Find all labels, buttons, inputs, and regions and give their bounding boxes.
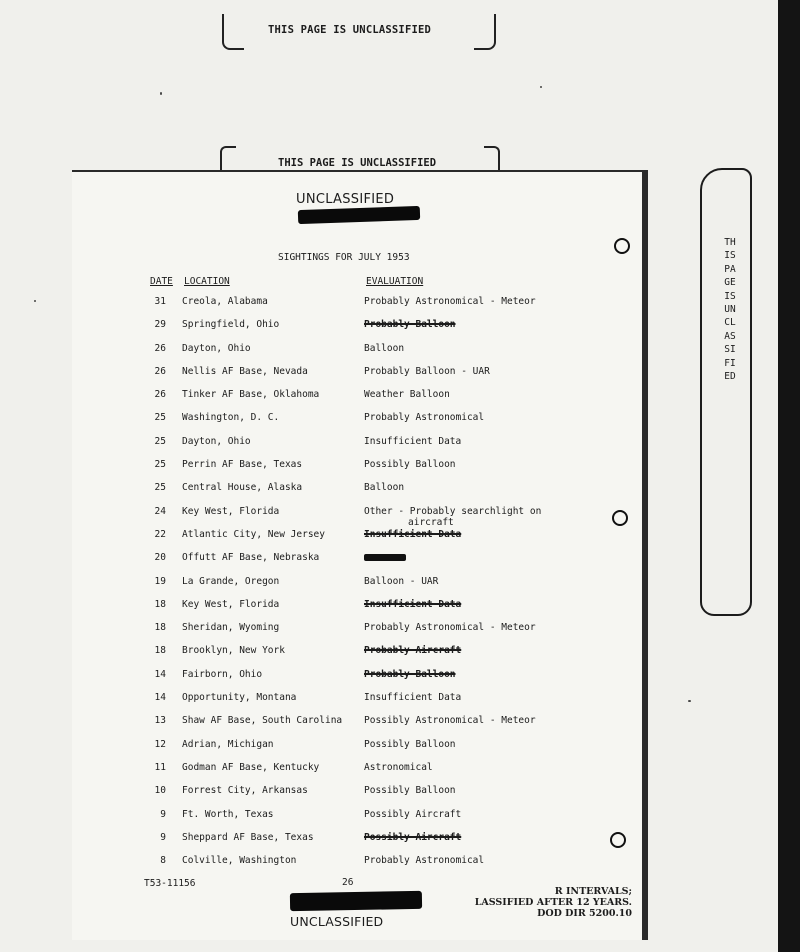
sighting-date: 8: [160, 855, 166, 867]
punch-hole-icon: [612, 510, 628, 526]
scan-speck: [34, 300, 36, 302]
sighting-evaluation: Astronomical: [364, 761, 433, 773]
sighting-location: Atlantic City, New Jersey: [182, 528, 325, 540]
sighting-date: 31: [154, 296, 166, 307]
header-evaluation: EVALUATION: [366, 276, 424, 287]
table-row: [0, 622, 640, 645]
sighting-evaluation: Insufficient Data: [364, 528, 462, 540]
sighting-location: Springfield, Ohio: [182, 319, 280, 331]
sighting-location: Sheridan, Wyoming: [182, 622, 280, 634]
table-row: [0, 715, 640, 738]
page-title: SIGHTINGS FOR JULY 1953: [278, 252, 410, 263]
redaction-bar-bottom: [290, 891, 422, 911]
sighting-evaluation: Possibly Balloon: [364, 459, 456, 471]
scan-speck: [540, 86, 542, 88]
sighting-evaluation-continued: aircraft: [408, 516, 454, 528]
sighting-date: 14: [154, 668, 166, 680]
sighting-evaluation: Probably Astronomical - Meteor: [364, 296, 536, 307]
table-row: [0, 296, 640, 319]
sighting-evaluation: Probably Astronomical: [364, 412, 485, 424]
sighting-evaluation: Other - Probably searchlight on: [364, 505, 542, 517]
table-row: [0, 855, 640, 878]
sighting-date: 26: [154, 342, 166, 354]
sighting-evaluation: Insufficient Data: [364, 598, 462, 610]
table-row: [0, 412, 640, 435]
sighting-date: 25: [154, 412, 166, 424]
page-number: 26: [342, 877, 354, 888]
stamp-line-2: LASSIFIED AFTER 12 YEARS.: [474, 897, 632, 908]
sighting-evaluation: Weather Balloon: [364, 389, 450, 401]
sighting-date: 14: [154, 692, 166, 704]
sighting-location: Forrest City, Arkansas: [182, 785, 308, 797]
sighting-location: Washington, D. C.: [182, 412, 280, 424]
sighting-evaluation: Possibly Astronomical - Meteor: [364, 715, 536, 727]
sighting-date: 25: [154, 435, 166, 447]
sighting-location: Brooklyn, New York: [182, 645, 285, 657]
stamp-line-1: R INTERVALS;: [554, 886, 632, 897]
bracket-top-right: [474, 14, 496, 50]
document-id: T53-11156: [144, 878, 196, 889]
second-banner: THIS PAGE IS UNCLASSIFIED: [278, 157, 437, 169]
table-row: [0, 506, 640, 529]
sighting-location: Key West, Florida: [182, 505, 280, 517]
top-banner: THIS PAGE IS UNCLASSIFIED: [268, 24, 432, 36]
sighting-location: Ft. Worth, Texas: [182, 808, 274, 820]
sighting-date: 9: [160, 831, 166, 843]
sighting-evaluation: Insufficient Data: [364, 692, 462, 704]
stamp-line-3: DOD DIR 5200.10: [537, 908, 632, 919]
sighting-location: Creola, Alabama: [182, 296, 268, 307]
table-row: [0, 482, 640, 505]
sighting-date: 20: [154, 552, 166, 564]
sighting-date: 22: [154, 528, 166, 540]
sighting-location: Nellis AF Base, Nevada: [182, 365, 308, 377]
table-row: [0, 809, 640, 832]
sighting-date: 18: [154, 645, 166, 657]
sighting-date: 18: [154, 622, 166, 634]
sighting-evaluation: Possibly Aircraft: [364, 808, 462, 820]
sighting-evaluation: Probably Astronomical: [364, 855, 485, 867]
sighting-date: 29: [154, 319, 166, 331]
sighting-date: 11: [154, 761, 166, 773]
table-row: [0, 576, 640, 599]
sighting-location: Key West, Florida: [182, 598, 280, 610]
sightings-table: [0, 296, 640, 878]
sighting-date: 13: [154, 715, 166, 727]
sighting-evaluation: Insufficient Data: [364, 435, 462, 447]
sighting-evaluation: [364, 552, 406, 563]
table-row: [0, 692, 640, 715]
sighting-date: 9: [160, 808, 166, 820]
sighting-evaluation: Balloon: [364, 342, 405, 354]
sighting-location: Tinker AF Base, Oklahoma: [182, 389, 320, 401]
sighting-location: Fairborn, Ohio: [182, 668, 263, 680]
bracket-top-left: [222, 14, 244, 50]
sighting-location: Central House, Alaska: [182, 482, 303, 494]
table-row: [0, 366, 640, 389]
sighting-location: Colville, Washington: [182, 855, 297, 867]
punch-hole-icon: [614, 238, 630, 254]
sighting-evaluation: Probably Balloon - UAR: [364, 365, 490, 377]
sighting-location: Opportunity, Montana: [182, 692, 297, 704]
sighting-date: 24: [154, 505, 166, 517]
sighting-location: Dayton, Ohio: [182, 435, 251, 447]
table-row: [0, 785, 640, 808]
sighting-evaluation: Possibly Balloon: [364, 738, 456, 750]
sighting-evaluation: Possibly Balloon: [364, 785, 456, 797]
sighting-evaluation: Probably Balloon: [364, 319, 456, 331]
redaction-blot: [364, 554, 406, 561]
sighting-location: Shaw AF Base, South Carolina: [182, 715, 343, 727]
scan-speck: [688, 700, 691, 702]
header-location: LOCATION: [184, 276, 230, 287]
side-banner: THIS PAGE IS UNCLASSIFIED: [724, 237, 736, 383]
sighting-date: 19: [154, 575, 166, 587]
table-row: [0, 529, 640, 552]
sighting-date: 12: [154, 738, 166, 750]
table-row: [0, 459, 640, 482]
table-row: [0, 739, 640, 762]
sighting-location: Godman AF Base, Kentucky: [182, 761, 320, 773]
table-row: [0, 832, 640, 855]
sighting-date: 10: [154, 785, 166, 797]
sighting-date: 26: [154, 365, 166, 377]
punch-hole-icon: [610, 832, 626, 848]
sighting-location: La Grande, Oregon: [182, 575, 280, 587]
sighting-evaluation: Possibly Aircraft: [364, 831, 462, 843]
table-row: [0, 762, 640, 785]
sighting-evaluation: Balloon: [364, 482, 405, 494]
sighting-evaluation: Balloon - UAR: [364, 575, 439, 587]
sighting-evaluation: Probably Astronomical - Meteor: [364, 622, 536, 634]
sighting-location: Dayton, Ohio: [182, 342, 251, 354]
sighting-date: 25: [154, 482, 166, 494]
sighting-evaluation: Probably Aircraft: [364, 645, 462, 657]
header-date: DATE: [150, 276, 173, 287]
table-row: [0, 343, 640, 366]
table-row: [0, 645, 640, 668]
sighting-location: Adrian, Michigan: [182, 738, 274, 750]
classification-top: UNCLASSIFIED: [296, 192, 395, 207]
declassification-stamp: [448, 886, 632, 919]
sighting-location: Perrin AF Base, Texas: [182, 459, 303, 471]
classification-bottom: UNCLASSIFIED: [290, 914, 384, 929]
table-row: [0, 552, 640, 575]
table-row: [0, 436, 640, 459]
table-row: [0, 319, 640, 342]
sighting-location: Offutt AF Base, Nebraska: [182, 552, 320, 564]
sighting-date: 25: [154, 459, 166, 471]
table-row: [0, 389, 640, 412]
sighting-date: 18: [154, 598, 166, 610]
table-row: [0, 599, 640, 622]
sighting-date: 26: [154, 389, 166, 401]
scan-speck: [160, 92, 162, 95]
sighting-location: Sheppard AF Base, Texas: [182, 831, 314, 843]
sighting-evaluation: Probably Balloon: [364, 668, 456, 680]
table-row: [0, 669, 640, 692]
